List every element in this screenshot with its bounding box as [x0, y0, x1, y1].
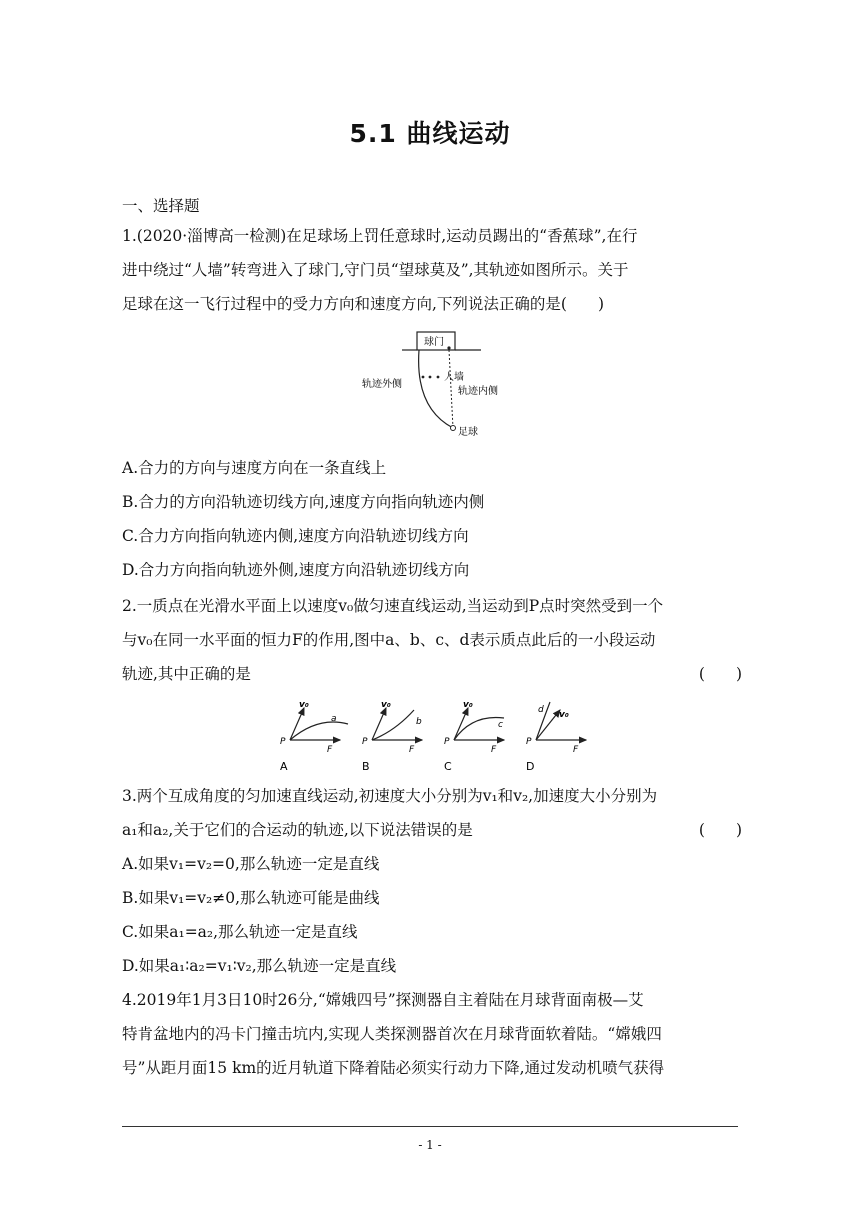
p-label: P — [526, 737, 532, 747]
q2-figure — [278, 696, 590, 776]
q1-option-b: B.合力的方向沿轨迹切线方向,速度方向指向轨迹内侧 — [122, 493, 485, 511]
q3-line-2: a₁和a₂,关于它们的合运动的轨迹,以下说法错误的是 ( ) — [122, 821, 742, 839]
q1-option-a: A.合力的方向与速度方向在一条直线上 — [122, 459, 387, 477]
q1-option-d: D.合力方向指向轨迹外侧,速度方向沿轨迹切线方向 — [122, 561, 470, 579]
f-label: F — [409, 745, 415, 755]
q2-panel-a — [280, 700, 348, 773]
inner-side-label: 轨迹内侧 — [458, 386, 498, 397]
curve-label-c: c — [498, 720, 503, 730]
f-label: F — [491, 745, 497, 755]
curve-label-b: b — [416, 717, 422, 727]
panel-label-c: C — [444, 760, 452, 773]
q1-option-c: C.合力方向指向轨迹内侧,速度方向沿轨迹切线方向 — [122, 527, 469, 545]
v0-label: v₀ — [299, 700, 309, 710]
f-label: F — [327, 745, 333, 755]
p-label: P — [444, 737, 450, 747]
page-number: - 1 - — [418, 1138, 442, 1152]
outer-side-label: 轨迹外侧 — [362, 379, 402, 390]
q4-line-1: 4.2019年1月3日10时26分,“嫦娥四号”探测器自主着陆在月球背面南极—艾 — [122, 991, 644, 1009]
q2-panel-b — [362, 700, 422, 773]
goal-label: 球门 — [424, 337, 444, 348]
section-heading: 一、选择题 — [122, 197, 200, 215]
q3-line-1: 3.两个互成角度的匀加速直线运动,初速度大小分别为v₁和v₂,加速度大小分别为 — [122, 787, 658, 805]
v0-label: v₀ — [381, 700, 391, 710]
v0-label: v₀ — [559, 710, 569, 720]
q1-line-2: 进中绕过“人墙”转弯进入了球门,守门员“望球莫及”,其轨迹如图所示。关于 — [122, 261, 629, 279]
q3-option-d: D.如果a₁∶a₂=v₁∶v₂,那么轨迹一定是直线 — [122, 957, 397, 975]
q1-line-3: 足球在这一飞行过程中的受力方向和速度方向,下列说法正确的是( ) — [122, 295, 605, 313]
ball-label: 足球 — [458, 427, 478, 438]
q3-answer-paren: ( ) — [698, 821, 742, 839]
q3-option-c: C.如果a₁=a₂,那么轨迹一定是直线 — [122, 923, 358, 941]
q2-panel-c — [444, 700, 504, 773]
p-label: P — [362, 737, 368, 747]
q2-answer-paren: ( ) — [698, 665, 742, 683]
q2-line-2: 与v₀在同一水平面的恒力F的作用,图中a、b、c、d表示质点此后的一小段运动 — [122, 631, 656, 649]
footer-divider — [122, 1126, 738, 1127]
q3-option-a: A.如果v₁=v₂=0,那么轨迹一定是直线 — [122, 855, 380, 873]
panel-label-a: A — [280, 760, 288, 773]
q2-line-1: 2.一质点在光滑水平面上以速度v₀做匀速直线运动,当运动到P点时突然受到一个 — [122, 597, 664, 615]
q1-line-1: 1.(2020·淄博高一检测)在足球场上罚任意球时,运动员踢出的“香蕉球”,在行 — [122, 227, 638, 245]
wall-label: 人墙 — [444, 372, 464, 383]
q2-panel-d — [526, 702, 586, 773]
panel-label-b: B — [362, 760, 370, 773]
q2-line-3: 轨迹,其中正确的是 ( ) — [122, 665, 742, 683]
v0-label: v₀ — [463, 700, 473, 710]
f-label: F — [573, 745, 579, 755]
p-label: P — [280, 737, 286, 747]
curve-label-d: d — [538, 705, 544, 715]
curve-label-a: a — [331, 714, 337, 724]
q4-line-3: 号”从距月面15 km的近月轨道下降着陆必须实行动力下降,通过发动机喷气获得 — [122, 1059, 665, 1077]
q3-option-b: B.如果v₁=v₂≠0,那么轨迹可能是曲线 — [122, 889, 380, 907]
q4-line-2: 特肯盆地内的冯卡门撞击坑内,实现人类探测器首次在月球背面软着陆。“嫦娥四 — [122, 1025, 662, 1043]
panel-label-d: D — [526, 760, 535, 773]
page-title: 5.1 曲线运动 — [349, 119, 511, 148]
q1-figure — [355, 328, 515, 446]
